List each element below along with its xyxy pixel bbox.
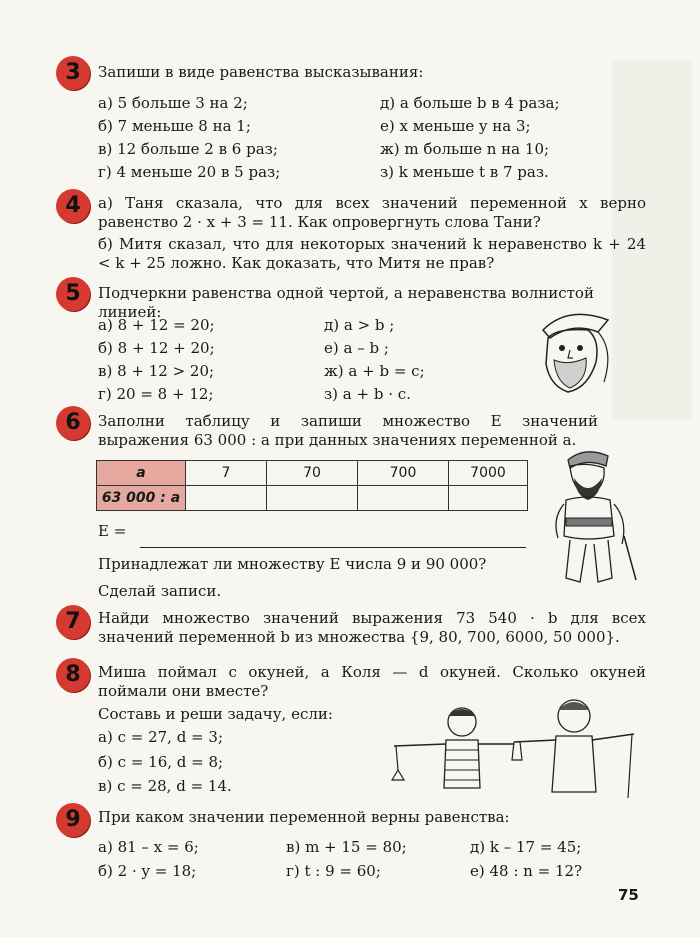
statement-item: б) 7 меньше 8 на 1;	[98, 117, 251, 135]
exercise-part-a: а) Таня сказала, что для всех значений переменной x верно равенство 2 · x + 3 = 11. Как опровергнуть слова Тани?	[98, 194, 646, 231]
expression-item: ж) a + b = c;	[324, 362, 425, 380]
pirate-figure-illustration	[540, 440, 640, 590]
exercise-number-badge: 3	[56, 56, 90, 90]
boys-fishing-illustration	[384, 690, 644, 800]
answer-cell[interactable]	[449, 486, 528, 511]
table-row	[97, 461, 528, 486]
statement-item: е) x меньше y на 3;	[380, 117, 531, 135]
exercise-instruction: При каком значении переменной верны равенства:	[98, 808, 510, 826]
table-cell: 7	[186, 461, 267, 486]
statement-item: в) 12 больше 2 в 6 раз;	[98, 140, 278, 158]
exercise-number-badge: 7	[56, 605, 90, 639]
expression-item: д) a > b ;	[324, 316, 395, 334]
table-row	[97, 486, 528, 511]
expression-item: г) 20 = 8 + 12;	[98, 385, 214, 403]
exercise-task: Сделай записи.	[98, 582, 222, 600]
table-cell: 7000	[449, 461, 528, 486]
exercise-number-badge: 5	[56, 277, 90, 311]
statement-item: ж) m больше n на 10;	[380, 140, 550, 158]
expression-item: б) 8 + 12 + 20;	[98, 339, 215, 357]
answer-cell[interactable]	[267, 486, 358, 511]
statement-item: г) 4 меньше 20 в 5 раз;	[98, 163, 281, 181]
exercise-instruction: Запиши в виде равенства высказывания:	[98, 63, 424, 81]
exercise-number-badge: 8	[56, 658, 90, 692]
exercise-task: Составь и реши задачу, если:	[98, 705, 333, 723]
exercise-question: Принадлежат ли множеству E числа 9 и 90 000?	[98, 555, 487, 573]
expression-item: е) a – b ;	[324, 339, 389, 357]
case-item: б) c = 16, d = 8;	[98, 753, 224, 771]
page-number: 75	[618, 886, 639, 904]
exercise-number-badge: 9	[56, 803, 90, 837]
expression-item: а) 8 + 12 = 20;	[98, 316, 215, 334]
case-item: а) c = 27, d = 3;	[98, 728, 223, 746]
statement-item: д) a больше b в 4 раза;	[380, 94, 560, 112]
table-cell: 700	[358, 461, 449, 486]
answer-line[interactable]	[140, 547, 526, 548]
statement-item: з) k меньше t в 7 раз.	[380, 163, 549, 181]
value-table	[96, 460, 528, 511]
equation-item: б) 2 · y = 18;	[98, 862, 197, 880]
table-cell: 70	[267, 461, 358, 486]
exercise-text: Найди множество значений выражения 73 540 · b для всех значений переменной b из множества {9, 80, 700, 6000, 50 000}.	[98, 609, 646, 646]
equation-item: д) k – 17 = 45;	[470, 838, 582, 856]
case-item: в) c = 28, d = 14.	[98, 777, 232, 795]
exercise-part-b: б) Митя сказал, что для некоторых значений k неравенство k + 24 < k + 25 ложно. Как доказать, что Митя не прав?	[98, 235, 646, 272]
expression-item: з) a + b · c.	[324, 385, 411, 403]
exercise-number-badge: 6	[56, 406, 90, 440]
table-header-cell: a	[97, 461, 186, 486]
exercise-text: Миша поймал c окуней, а Коля — d окуней. Сколько окуней поймали они вместе?	[98, 663, 646, 700]
equation-item: в) m + 15 = 80;	[286, 838, 407, 856]
exercise-number-badge: 4	[56, 189, 90, 223]
equation-item: е) 48 : n = 12?	[470, 862, 583, 880]
exercise-instruction: Заполни таблицу и запиши множество E значений выражения 63 000 : a при данных значениях переменной a.	[98, 412, 598, 449]
set-label: E =	[98, 522, 127, 540]
exercise-instruction: Подчеркни равенства одной чертой, а неравенства волнистой линией:	[98, 284, 594, 321]
answer-cell[interactable]	[186, 486, 267, 511]
equation-item: г) t : 9 = 60;	[286, 862, 381, 880]
statement-item: а) 5 больше 3 на 2;	[98, 94, 248, 112]
answer-cell[interactable]	[358, 486, 449, 511]
table-header-cell: 63 000 : a	[97, 486, 186, 511]
equation-item: а) 81 – x = 6;	[98, 838, 199, 856]
pirate-head-illustration	[528, 300, 618, 400]
expression-item: в) 8 + 12 > 20;	[98, 362, 215, 380]
